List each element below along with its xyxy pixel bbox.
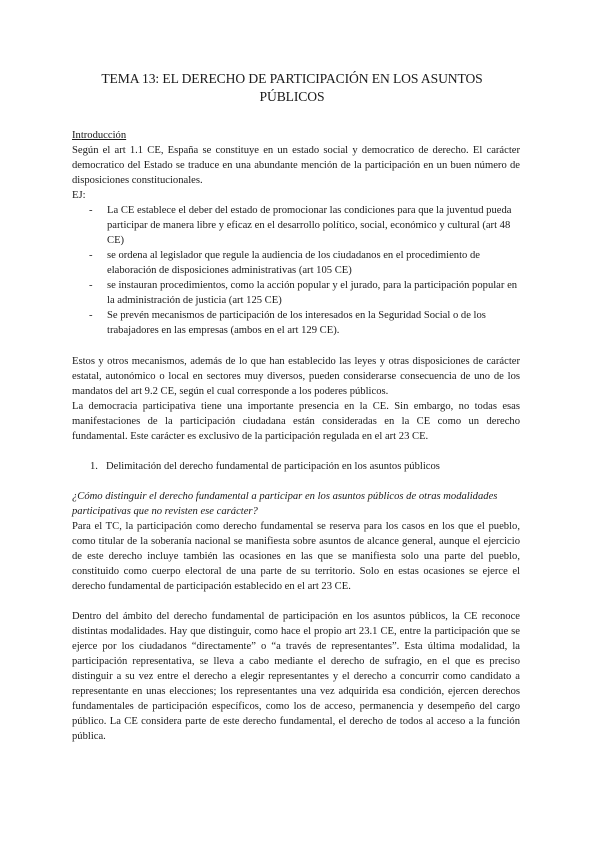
ej-label: EJ: [72, 190, 86, 201]
section-heading-text: Delimitación del derecho fundamental de participación en los asuntos públicos [106, 461, 440, 472]
section-paragraph-2: Dentro del ámbito del derecho fundamental de participación en los asuntos públicos, la CE reconoce distintas modalidades. Hay que distinguir, como hace el propio art 23.1 CE, entre la participación que se ejerce por los ciudadanos “directamente” o “a través de representantes”. Esta última modalidad, la participación representativa, se lleva a cabo mediante el derecho de sufragio, en el que es preciso distinguir a su vez entre el derecho a elegir representantes y el derecho a concurrir como candidato a representante en unas elecciones; los representantes una vez adquirida esa condición, ejercen derechos fundamentales de participación específicos, como los de acceso, permanencia y desempeño del cargo público. La CE considera parte de este derecho fundamental, el derecho de todos al acceso a la función pública. [72, 611, 520, 742]
page-title: TEMA 13: EL DERECHO DE PARTICIPACIÓN EN LOS ASUNTOS PÚBLICOS [101, 71, 483, 104]
intro-paragraph-3: La democracia participativa tiene una importante presencia en la CE. Sin embargo, no todas esas manifestaciones de la participación ciudadana están consideradas en la CE como un derecho fundamental. Este carácter es exclusivo de la participación regulada en el art 23 CE. [72, 401, 520, 442]
list-item: - Se prevén mecanismos de participación de los interesados en la Seguridad Social o de los trabajadores en las empresas (ambos en el art 129 CE). [72, 308, 520, 338]
list-item: - se instauran procedimientos, como la acción popular y el jurado, para la participación popular en la administración de justicia (art 125 CE) [72, 278, 520, 308]
examples-list [72, 203, 520, 338]
intro-heading: Introducción [72, 130, 127, 141]
section-1-heading [72, 459, 520, 474]
list-item: - se ordena al legislador que regule la audiencia de los ciudadanos en el procedimiento de elaboración de disposiciones administrativas (art 105 CE) [72, 248, 520, 278]
section-paragraph-1: Para el TC, la participación como derecho fundamental se reserva para los casos en los que el pueblo, como titular de la soberanía nacional se manifiesta sobre asuntos de alcance general, aunque el ejercicio de este derecho incluye también las ocasiones en las que se manifiesta solo una parte del pueblo, constituido como cuerpo electoral de una parte de su territorio. Solo en estas ocasiones se ejerce el derecho fundamental de participación establecido en el art 23 CE. [72, 521, 520, 592]
section-number: 1. [90, 461, 98, 472]
section-list [72, 459, 520, 474]
intro-paragraph: Según el art 1.1 CE, España se constituye en un estado social y democratico de derecho. El carácter democratico del Estado se traduce en una abundante mención de la participación en un buen número de disposiciones constitucionales. [72, 145, 520, 186]
section-question: ¿Cómo distinguir el derecho fundamental a participar en los asuntos públicos de otras modalidades participativas que no revisten ese carácter? [72, 491, 498, 517]
list-item: - La CE establece el deber del estado de promocionar las condiciones para que la juventud pueda participar de manera libre y eficaz en el desarrollo político, social, económico y cultural (art 48 CE) [72, 203, 520, 248]
intro-paragraph-2: Estos y otros mecanismos, además de lo que han establecido las leyes y otras disposiciones de carácter estatal, autonómico o local en sectores muy diversos, pueden considerarse consecuencia de uno de los mandatos del art 9.2 CE, según el cual corresponde a los poderes públicos. [72, 356, 520, 397]
